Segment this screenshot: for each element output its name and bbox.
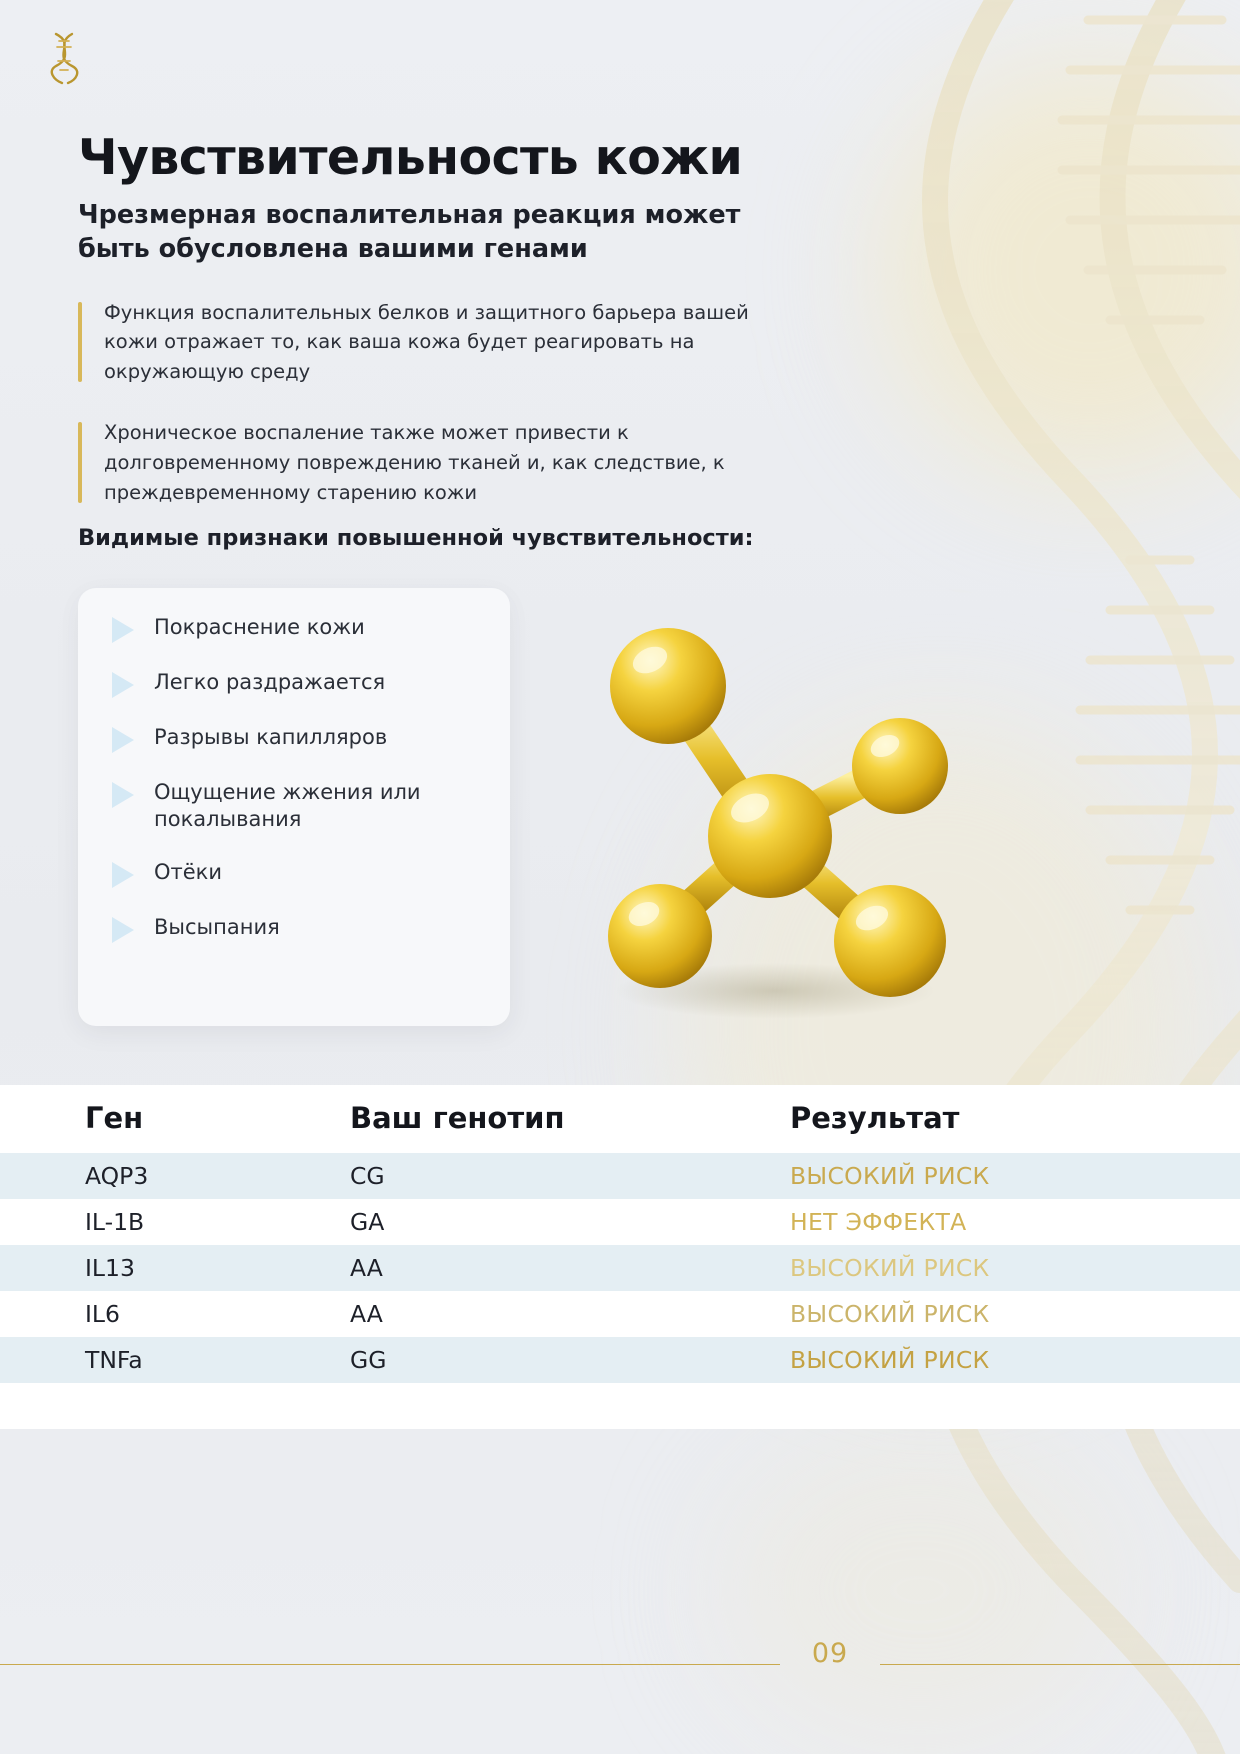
table-row <box>0 1291 1240 1337</box>
dna-helix-logo <box>42 30 86 86</box>
cell-gene: TNFa <box>85 1346 143 1374</box>
table-row <box>0 1337 1240 1383</box>
sign-label: Покраснение кожи <box>154 615 365 639</box>
sign-label: Легко раздражается <box>154 670 386 694</box>
triangle-bullet-icon <box>112 862 134 888</box>
table-header-row <box>0 1085 1240 1153</box>
page-number: 09 <box>811 1638 849 1669</box>
cell-genotype: AA <box>350 1254 383 1282</box>
quote-list <box>78 278 778 539</box>
cell-genotype: CG <box>350 1162 385 1190</box>
triangle-bullet-icon <box>112 917 134 943</box>
list-item <box>78 914 510 943</box>
cell-result: ВЫСОКИЙ РИСК <box>790 1162 990 1190</box>
cell-gene: IL6 <box>85 1300 120 1328</box>
cell-result: ВЫСОКИЙ РИСК <box>790 1346 990 1374</box>
column-header-gene: Ген <box>85 1101 144 1135</box>
quote-item: Функция воспалительных белков и защитного барьера вашей кожи отражает то, как ваша кожа будет реагировать на окружающую среду <box>78 298 778 387</box>
cell-result: ВЫСОКИЙ РИСК <box>790 1254 990 1282</box>
page-subtitle: Чрезмерная воспалительная реакция может быть обусловлена вашими генами <box>78 200 741 265</box>
list-item <box>78 724 510 753</box>
gold-molecule-illustration <box>560 596 990 1026</box>
footer-line-left <box>0 1664 780 1665</box>
table-footer-spacer <box>0 1383 1240 1429</box>
footer-line-right <box>880 1664 1240 1665</box>
list-item <box>78 614 510 643</box>
quote-item: Хроническое воспаление также может привести к долговременному повреждению тканей и, как следствие, к преждевременному старению кожи <box>78 418 778 507</box>
sign-label: Ощущение жжения или покалывания <box>154 780 421 831</box>
table-row <box>0 1245 1240 1291</box>
sign-label: Высыпания <box>154 914 280 939</box>
cell-genotype: GA <box>350 1208 385 1236</box>
list-item <box>78 859 510 888</box>
cell-result: НЕТ ЭФФЕКТА <box>790 1208 967 1236</box>
cell-gene: IL13 <box>85 1254 135 1282</box>
results-table <box>0 1085 1240 1429</box>
page-title: Чувствительность кожи <box>78 128 743 186</box>
triangle-bullet-icon <box>112 782 134 808</box>
sign-label: Отёки <box>154 859 223 884</box>
table-row <box>0 1199 1240 1245</box>
cell-gene: IL-1B <box>85 1208 145 1236</box>
column-header-genotype: Ваш генотип <box>350 1101 565 1135</box>
list-item <box>78 669 510 698</box>
triangle-bullet-icon <box>112 617 134 643</box>
cell-gene: AQP3 <box>85 1162 149 1190</box>
list-item <box>78 779 510 833</box>
cell-genotype: GG <box>350 1346 387 1374</box>
cell-genotype: AA <box>350 1300 383 1328</box>
footer-divider <box>0 1653 1240 1675</box>
sign-label: Разрывы капилляров <box>154 725 388 749</box>
table-row <box>0 1153 1240 1199</box>
column-header-result: Результат <box>790 1101 960 1135</box>
signs-card <box>78 588 510 1026</box>
triangle-bullet-icon <box>112 727 134 753</box>
triangle-bullet-icon <box>112 672 134 698</box>
signs-heading: Видимые признаки повышенной чувствительности: <box>78 525 754 551</box>
cell-result: ВЫСОКИЙ РИСК <box>790 1300 990 1328</box>
